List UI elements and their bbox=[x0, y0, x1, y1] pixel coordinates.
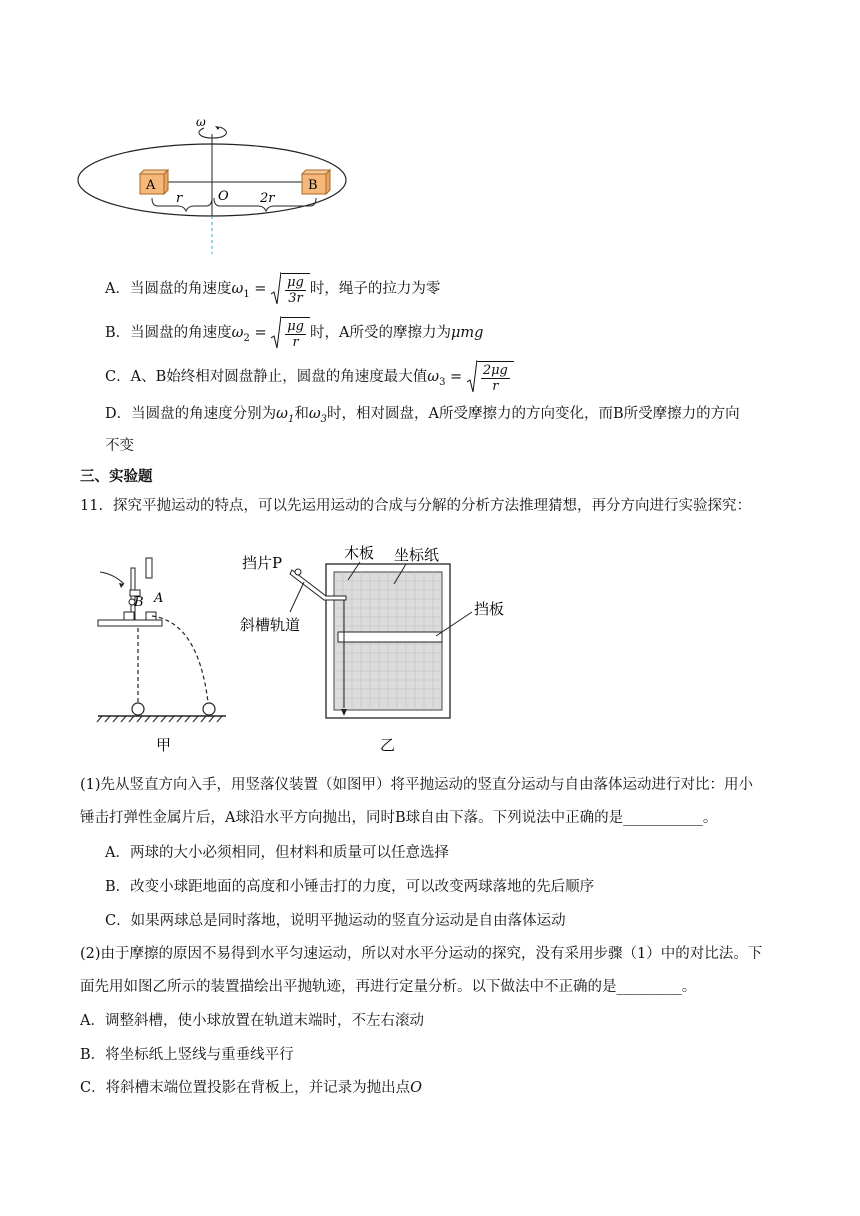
q11-p2-option-c: C．将斜槽末端位置投影在背板上，并记录为抛出点O bbox=[80, 1080, 422, 1096]
jia-b-label: B bbox=[134, 595, 144, 610]
block-a-label: A bbox=[146, 178, 156, 193]
block-a bbox=[140, 170, 168, 194]
label-paper: 坐标纸 bbox=[394, 546, 440, 564]
q10-option-d-line1: D．当圆盘的角速度分别为$\omega_1$和$\omega_3$时，相对圆盘，A所受摩擦力的方向变化，而B所受摩擦力的方向 bbox=[105, 406, 740, 425]
q11-p1-line2: 锤击打弹性金属片后，A球沿水平方向抛出，同时B球自由下落。下列说法中正确的是___________。 bbox=[80, 810, 718, 826]
baffle-bar bbox=[338, 632, 442, 642]
dist-r-label: r bbox=[176, 191, 183, 206]
q11-p1-line1: (1)先从竖直方向入手，用竖落仪装置（如图甲）将平抛运动的竖直分运动与自由落体运动进行对比：用小 bbox=[80, 777, 754, 793]
label-track: 斜槽轨道 bbox=[240, 616, 301, 634]
baffle-p-icon bbox=[295, 569, 301, 575]
jia-label: 甲 bbox=[156, 736, 172, 754]
q11-p1-option-c: C．如果两球总是同时落地，说明平抛运动的竖直分运动是自由落体运动 bbox=[105, 913, 566, 929]
figure-jia bbox=[94, 550, 244, 760]
q10-option-b: B．当圆盘的角速度$\omega_2$ = $\frac{\mu g}{r}$ 时，A所受的摩擦力为μmg bbox=[105, 316, 483, 350]
label-baffle: 挡板 bbox=[474, 600, 505, 618]
jia-a-label: A bbox=[154, 591, 164, 606]
omega-label: ω bbox=[196, 115, 206, 129]
q11-stem: 11．探究平抛运动的特点，可以先运用运动的合成与分解的分析方法推理猜想，再分方向进行实验探究： bbox=[80, 498, 751, 514]
q11-p2-line2: 面先用如图乙所示的装置描绘出平抛轨迹，再进行定量分析。以下做法中不正确的是_________。 bbox=[80, 979, 697, 995]
figure-yi bbox=[240, 540, 540, 760]
q11-p2-option-a: A．调整斜槽，使小球放置在轨道末端时，不左右滚动 bbox=[80, 1013, 424, 1029]
q10-option-a: A．当圆盘的角速度$\omega_1$ = $\frac{\mu g}{3r}$ 时，绳子的拉力为零 bbox=[105, 272, 440, 306]
q11-p1-option-a: A．两球的大小必须相同，但材料和质量可以任意选择 bbox=[105, 845, 449, 861]
q11-p1-option-b: B．改变小球距地面的高度和小锤击打的力度，可以改变两球落地的先后顺序 bbox=[105, 879, 595, 895]
q11-p2-line1: (2)由于摩擦的原因不易得到水平匀速运动，所以对水平分运动的探究，没有采用步骤（1）中的对比法。下 bbox=[80, 946, 763, 962]
center-label: O bbox=[218, 189, 229, 204]
ball-a bbox=[203, 703, 215, 715]
block-b-label: B bbox=[308, 178, 318, 193]
label-baffle-p: 挡片P bbox=[242, 554, 283, 572]
q11-p2-option-b: B．将坐标纸上竖线与重垂线平行 bbox=[80, 1047, 294, 1063]
yi-label: 乙 bbox=[380, 736, 396, 754]
ball-b bbox=[132, 703, 144, 715]
rotating-disc-figure bbox=[76, 112, 348, 256]
q10-option-c: C．A、B始终相对圆盘静止，圆盘的角速度最大值$\omega_3$ = $\frac{2\mu g}{r}$ bbox=[105, 360, 514, 394]
section-title: 三、实验题 bbox=[80, 468, 153, 485]
block-b bbox=[302, 170, 330, 194]
label-board: 木板 bbox=[344, 544, 375, 562]
q10-option-d-line2: 不变 bbox=[105, 438, 134, 454]
dist-2r-label: 2r bbox=[260, 191, 275, 206]
